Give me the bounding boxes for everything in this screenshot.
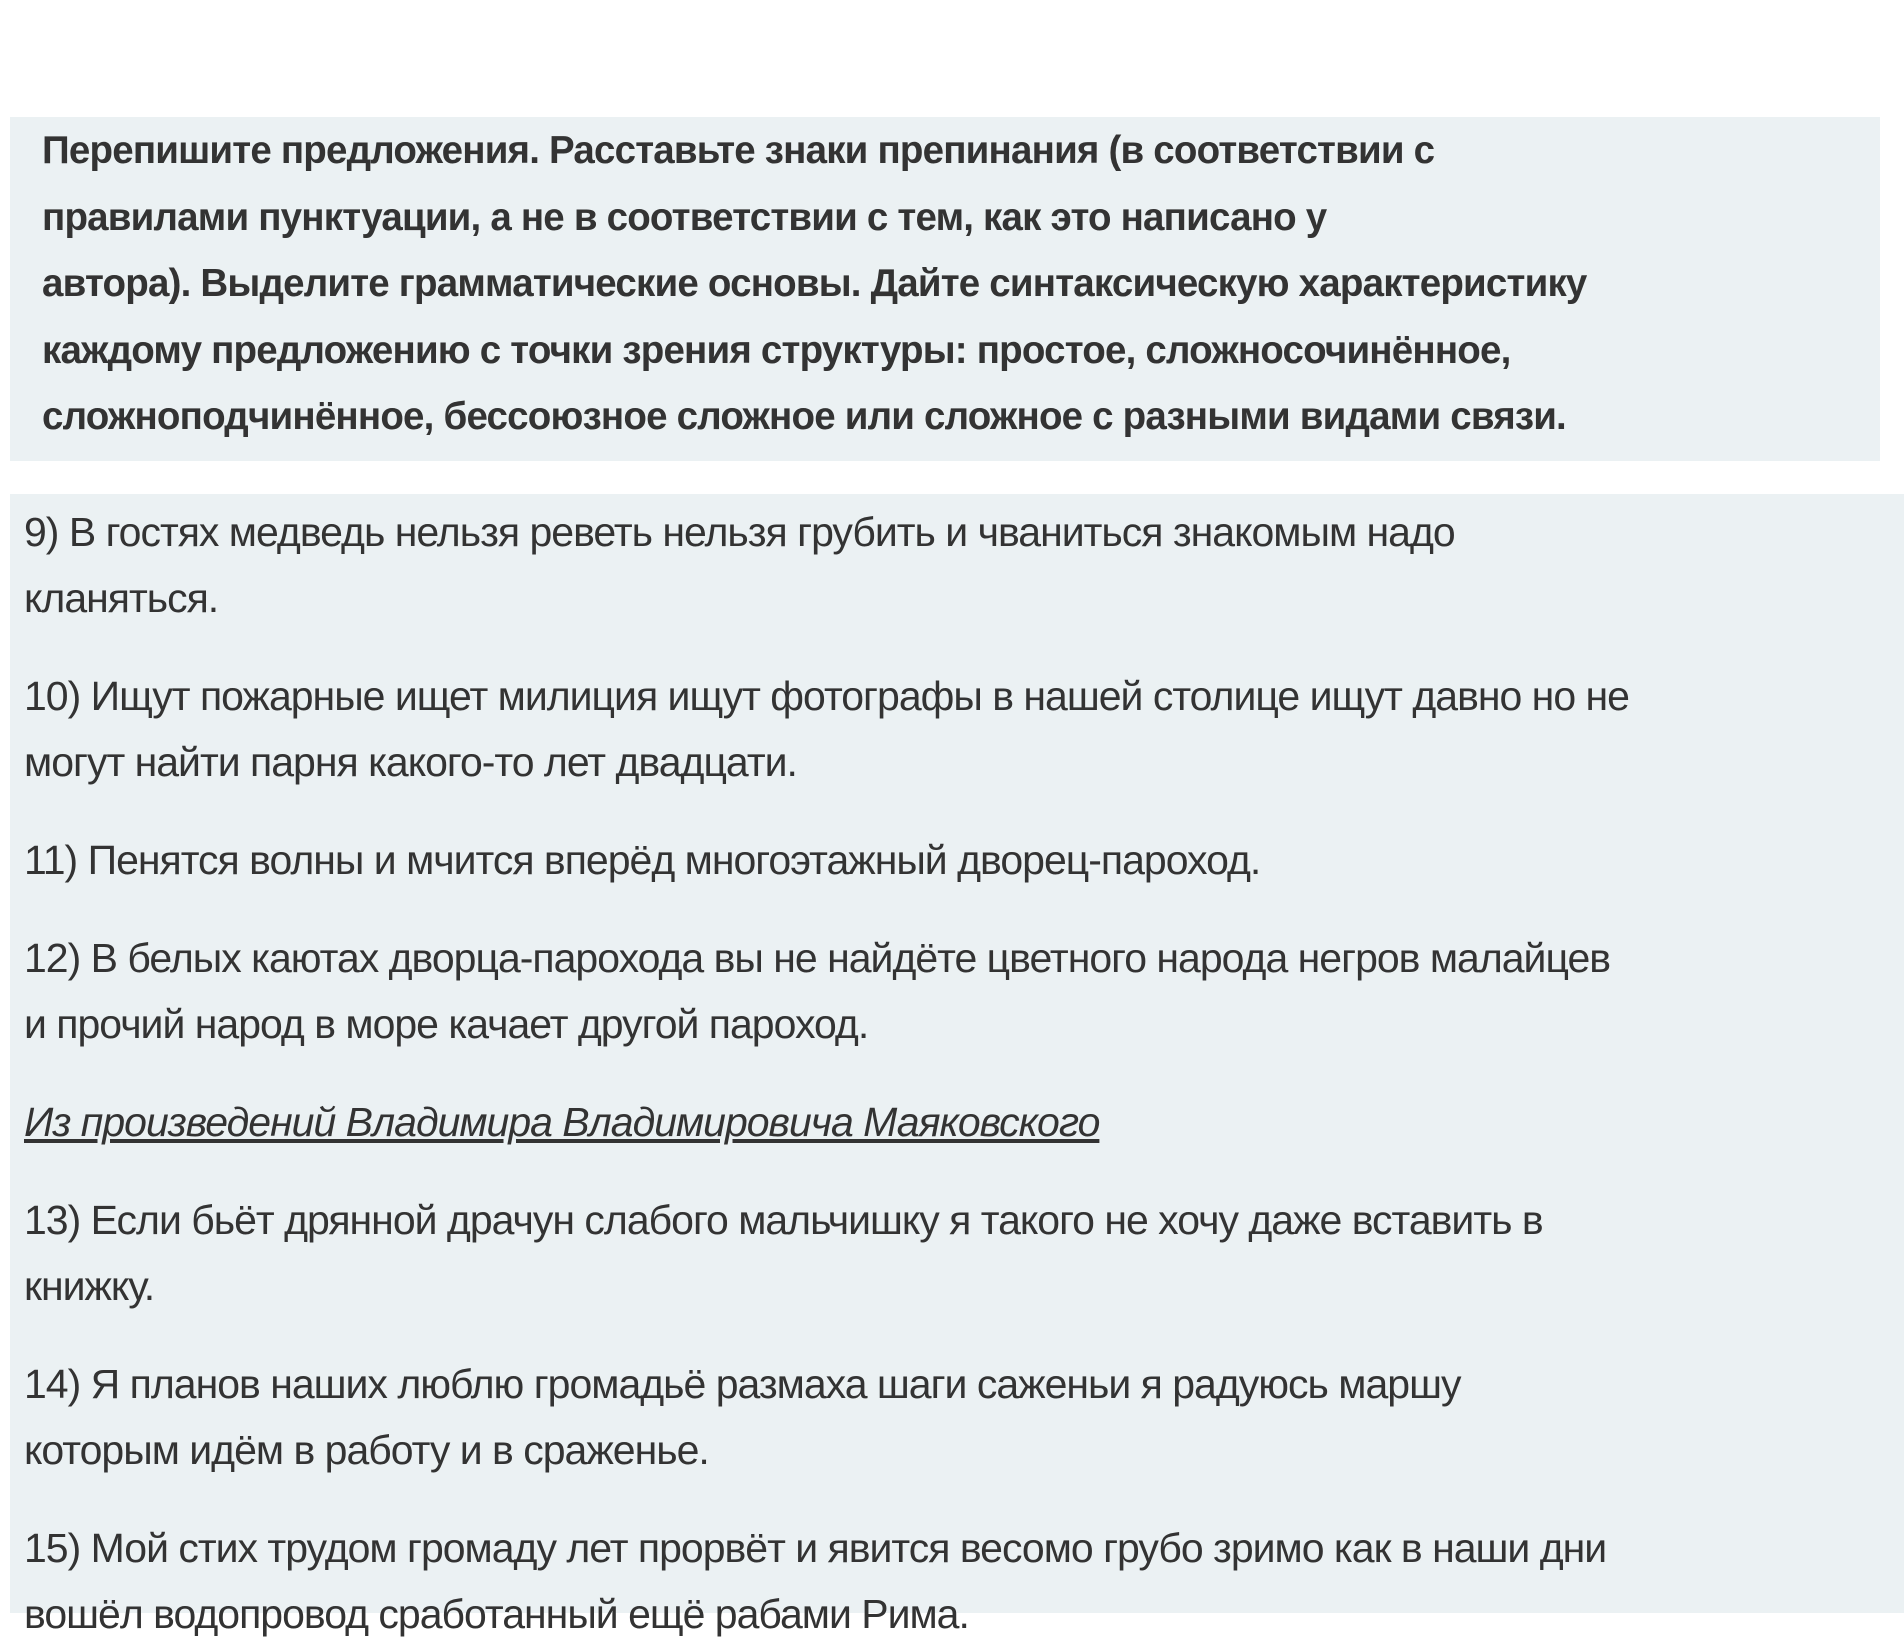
source-item	[24, 1057, 1904, 1155]
instruction-text	[42, 117, 1880, 451]
exercise-item-13	[24, 1155, 1904, 1319]
exercise-line: которым идём в работу и в сраженье.	[24, 1427, 709, 1473]
exercise-line: 11) Пенятся волны и мчится вперёд многоэтажный дворец-пароход.	[24, 837, 1261, 883]
exercise-line: 12) В белых каютах дворца-парохода вы не найдёте цветного народа негров малайцев	[24, 935, 1611, 981]
exercise-line: 14) Я планов наших люблю громадьё размаха шаги саженьи я радуюсь маршу	[24, 1361, 1461, 1407]
exercise-line: и прочий народ в море качает другой пароход.	[24, 1001, 869, 1047]
instruction-block	[10, 117, 1880, 461]
exercise-item-9	[24, 494, 1904, 631]
instruction-line: Перепишите предложения. Расставьте знаки препинания (в соответствии с	[42, 129, 1435, 172]
instruction-line: автора). Выделите грамматические основы. Дайте синтаксическую характеристику	[42, 262, 1587, 305]
exercise-line: 15) Мой стих трудом громаду лет прорвёт и явится весомо грубо зримо как в наши дни	[24, 1525, 1607, 1571]
exercise-line: 10) Ищут пожарные ищет милиция ищут фотографы в нашей столице ищут давно но не	[24, 673, 1629, 719]
instruction-line: правилами пунктуации, а не в соответствии с тем, как это написано у	[42, 195, 1327, 239]
exercise-line: могут найти парня какого-то лет двадцати.	[24, 739, 797, 785]
exercise-item-14	[24, 1319, 1904, 1483]
exercise-item-11	[24, 795, 1904, 893]
exercise-block	[10, 494, 1904, 1637]
exercise-item-15	[24, 1483, 1904, 1647]
exercise-list	[24, 494, 1904, 1647]
exercise-item-12	[24, 893, 1904, 1057]
exercise-line: книжку.	[24, 1263, 155, 1309]
exercise-item-10	[24, 631, 1904, 795]
instruction-line: сложноподчинённое, бессоюзное сложное или сложное с разными видами связи.	[42, 395, 1566, 438]
exercise-line: 13) Если бьёт дрянной драчун слабого мальчишку я такого не хочу даже вставить в	[24, 1197, 1543, 1243]
source-link[interactable]: Из произведений Владимира Владимировича Маяковского	[24, 1099, 1100, 1145]
exercise-line: 9) В гостях медведь нельзя реветь нельзя грубить и чваниться знакомым надо	[24, 509, 1455, 555]
exercise-line: вошёл водопровод сработанный ещё рабами Рима.	[24, 1591, 969, 1637]
exercise-line: кланяться.	[24, 575, 219, 621]
instruction-line: каждому предложению с точки зрения структуры: простое, сложносочинённое,	[42, 328, 1511, 372]
